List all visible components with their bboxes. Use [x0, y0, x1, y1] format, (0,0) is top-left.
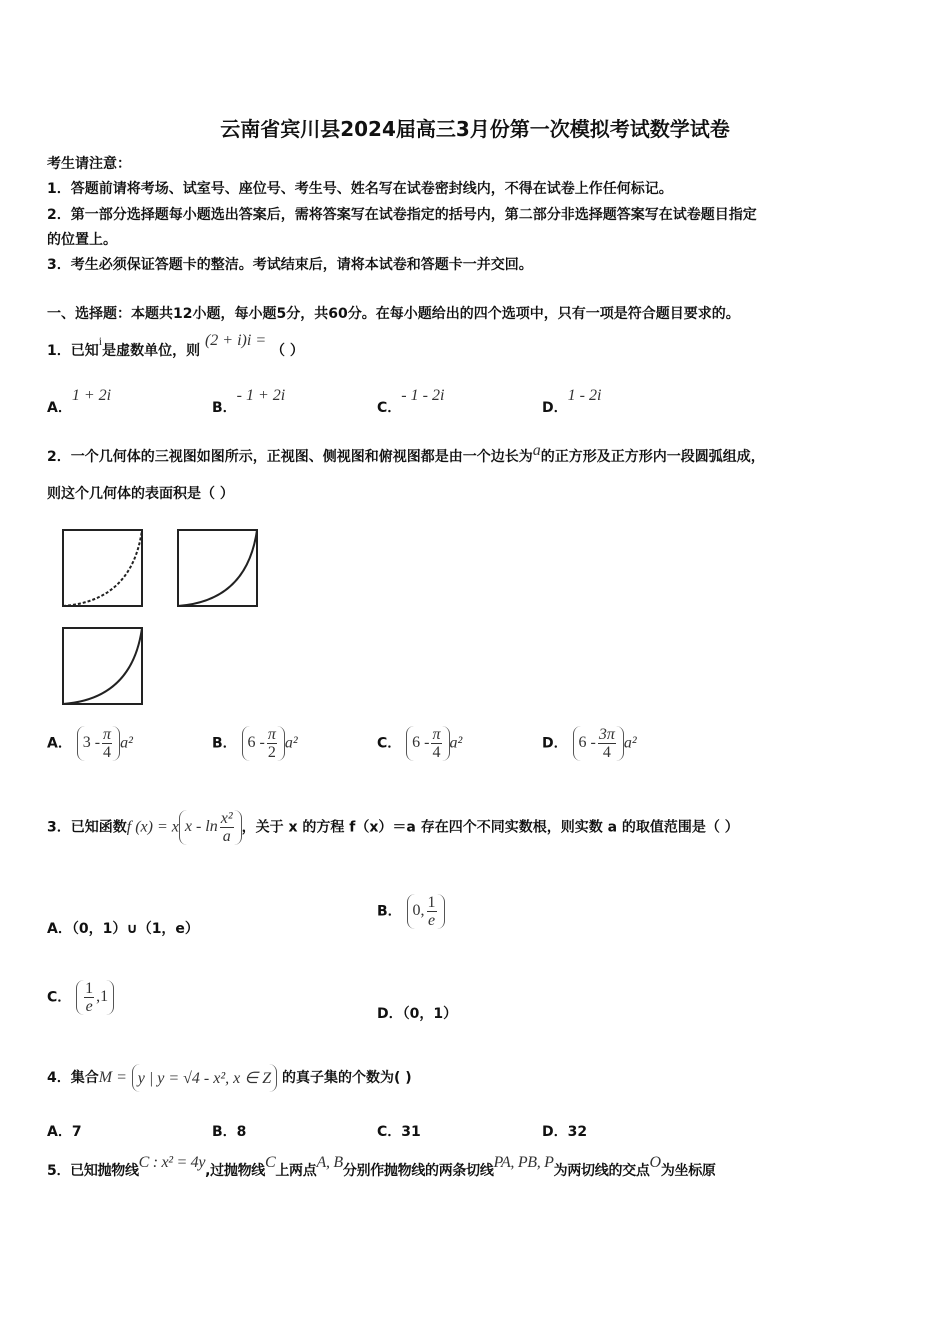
option-label: A．	[47, 735, 72, 752]
q4-option-d	[542, 1121, 587, 1141]
q1-option-d	[542, 385, 602, 416]
q4-option-c	[377, 1121, 421, 1141]
notice-item: 2．第一部分选择题每小题选出答案后，需将答案写在试卷指定的括号内，第二部分非选择题答案写在试卷题目指定	[47, 207, 757, 223]
q2-a: a	[532, 442, 541, 459]
option-label: D．	[542, 735, 568, 752]
q1-option-b	[212, 385, 286, 416]
option-value: 32	[567, 1124, 588, 1140]
q2-option-c	[377, 726, 462, 761]
q3-inner: x - ln	[184, 818, 218, 836]
q5-text: 分别作抛物线的两条切线	[342, 1163, 494, 1179]
q4-option-b	[212, 1121, 246, 1141]
tail: a²	[120, 734, 133, 752]
num: 3π	[598, 726, 615, 743]
q3-post: ，关于 x 的方程 f（x）＝a 存在四个不同实数根，则实数 a 的取值范围是（ ）	[241, 819, 739, 836]
option-value: - 1 + 2i	[236, 387, 286, 404]
section-heading: 一、选择题：本题共12小题，每小题5分，共60分。在每小题给出的四个选项中，只有一项是符合题目要求的。	[47, 306, 740, 322]
q4-pre: 4．集合	[47, 1070, 99, 1086]
q2-option-b	[212, 726, 298, 761]
q2-text: 的正方形及正方形内一段圆弧组成，	[540, 449, 765, 465]
option-label: D．	[377, 1006, 403, 1022]
den: e	[427, 912, 436, 929]
option-label: C．	[377, 400, 402, 416]
num: π	[432, 726, 441, 743]
question-3	[47, 810, 739, 845]
q5-text: 为坐标原	[660, 1163, 716, 1179]
notice-item: 3．考生必须保证答题卡的整洁。考试结束后，请将本试卷和答题卡一并交回。	[47, 257, 533, 273]
q4-option-a	[47, 1121, 82, 1141]
top-view-figure	[62, 627, 144, 706]
num: 1	[427, 894, 436, 911]
num: 1	[85, 980, 94, 997]
notice-item: 1．答题前请将考场、试室号、座位号、考生号、姓名写在试卷密封线内，不得在试卷上作任何标记。	[47, 181, 673, 197]
q3-f: f (x) = x	[126, 818, 179, 836]
option-label: B．	[212, 735, 237, 752]
q3-option-d	[377, 1003, 457, 1023]
option-label: C．	[47, 989, 72, 1006]
lead: 6 -	[247, 734, 265, 752]
q1-pre: 1．已知	[47, 343, 99, 359]
notice-heading: 考生请注意：	[47, 156, 131, 172]
den: a	[222, 828, 231, 845]
den: e	[85, 998, 93, 1015]
q1-mid: 是虚数单位，则	[102, 343, 201, 359]
q4-post: 的真子集的个数为( )	[281, 1070, 412, 1086]
den: 4	[432, 744, 441, 761]
q1-option-a	[47, 385, 112, 416]
q3-option-b	[377, 894, 445, 929]
tail: a²	[284, 734, 298, 752]
q5-math: O	[649, 1154, 661, 1171]
q5-text: 上两点	[275, 1163, 317, 1179]
den: 2	[267, 744, 276, 761]
notice-item: 的位置上。	[47, 232, 117, 248]
lead: 6 -	[578, 734, 596, 752]
option-value: 1 + 2i	[71, 387, 112, 404]
q5-math: A, B	[316, 1154, 343, 1171]
den: 4	[602, 744, 611, 761]
option-label: C．	[377, 1124, 402, 1140]
q5-math: C	[264, 1154, 276, 1171]
question-1	[47, 332, 304, 360]
q1-expr: (2 + i)i =	[204, 332, 267, 349]
q5-math: C : x² = 4y	[138, 1154, 206, 1171]
question-4	[47, 1064, 412, 1092]
q3-pre: 3．已知函数	[47, 819, 127, 836]
den: 4	[103, 744, 112, 761]
lead: 0,	[412, 902, 425, 920]
option-label: D．	[542, 400, 568, 416]
num: x²	[220, 810, 233, 827]
page-title: 云南省宾川县2024届高三3月份第一次模拟考试数学试卷	[220, 117, 730, 141]
option-label: B．	[212, 1124, 237, 1140]
lead: 3 -	[82, 734, 101, 752]
q1-i: i	[98, 334, 103, 348]
q5-math: PA, PB, P	[493, 1154, 554, 1171]
side-view-figure	[177, 529, 259, 608]
q1-option-c	[377, 385, 445, 416]
lead: 6 -	[412, 734, 430, 752]
front-view-figure	[62, 529, 144, 608]
option-value: - 1 - 2i	[401, 387, 445, 404]
tail: ,1	[96, 988, 109, 1006]
option-value: 7	[71, 1124, 82, 1140]
q2-text: 2．一个几何体的三视图如图所示，正视图、侧视图和俯视图都是由一个边长为	[47, 449, 533, 465]
q5-text: 为两切线的交点	[553, 1163, 650, 1179]
q5-text: ,过抛物线	[205, 1163, 265, 1179]
num: π	[103, 726, 112, 743]
q4-set: y | y = √4 - x², x ∈ Z	[132, 1064, 277, 1092]
q5-text: 5．已知抛物线	[47, 1163, 139, 1179]
q2-option-a	[47, 726, 133, 761]
q1-post: （ ）	[270, 343, 304, 359]
option-value: 31	[401, 1124, 421, 1140]
option-label: A．	[47, 400, 72, 416]
option-value: 1 - 2i	[567, 387, 602, 404]
option-label: B．	[377, 903, 402, 920]
option-label: A．	[47, 921, 72, 937]
option-label: C．	[377, 735, 402, 752]
q3-option-a	[47, 918, 199, 938]
num: π	[267, 726, 276, 743]
q4-expr: M =	[98, 1069, 127, 1086]
option-label: B．	[212, 400, 237, 416]
option-value: （0，1）∪（1，e）	[71, 921, 199, 937]
q3-option-c	[47, 980, 114, 1015]
tail: a²	[449, 734, 463, 752]
tail: a²	[623, 734, 637, 752]
question-5	[47, 1154, 716, 1180]
option-label: A．	[47, 1124, 72, 1140]
q2-line2: 则这个几何体的表面积是（ ）	[47, 486, 234, 502]
option-value: 8	[236, 1124, 247, 1140]
option-label: D．	[542, 1124, 568, 1140]
q2-option-d	[542, 726, 637, 761]
question-2	[47, 442, 765, 466]
option-value: （0，1）	[402, 1006, 458, 1022]
